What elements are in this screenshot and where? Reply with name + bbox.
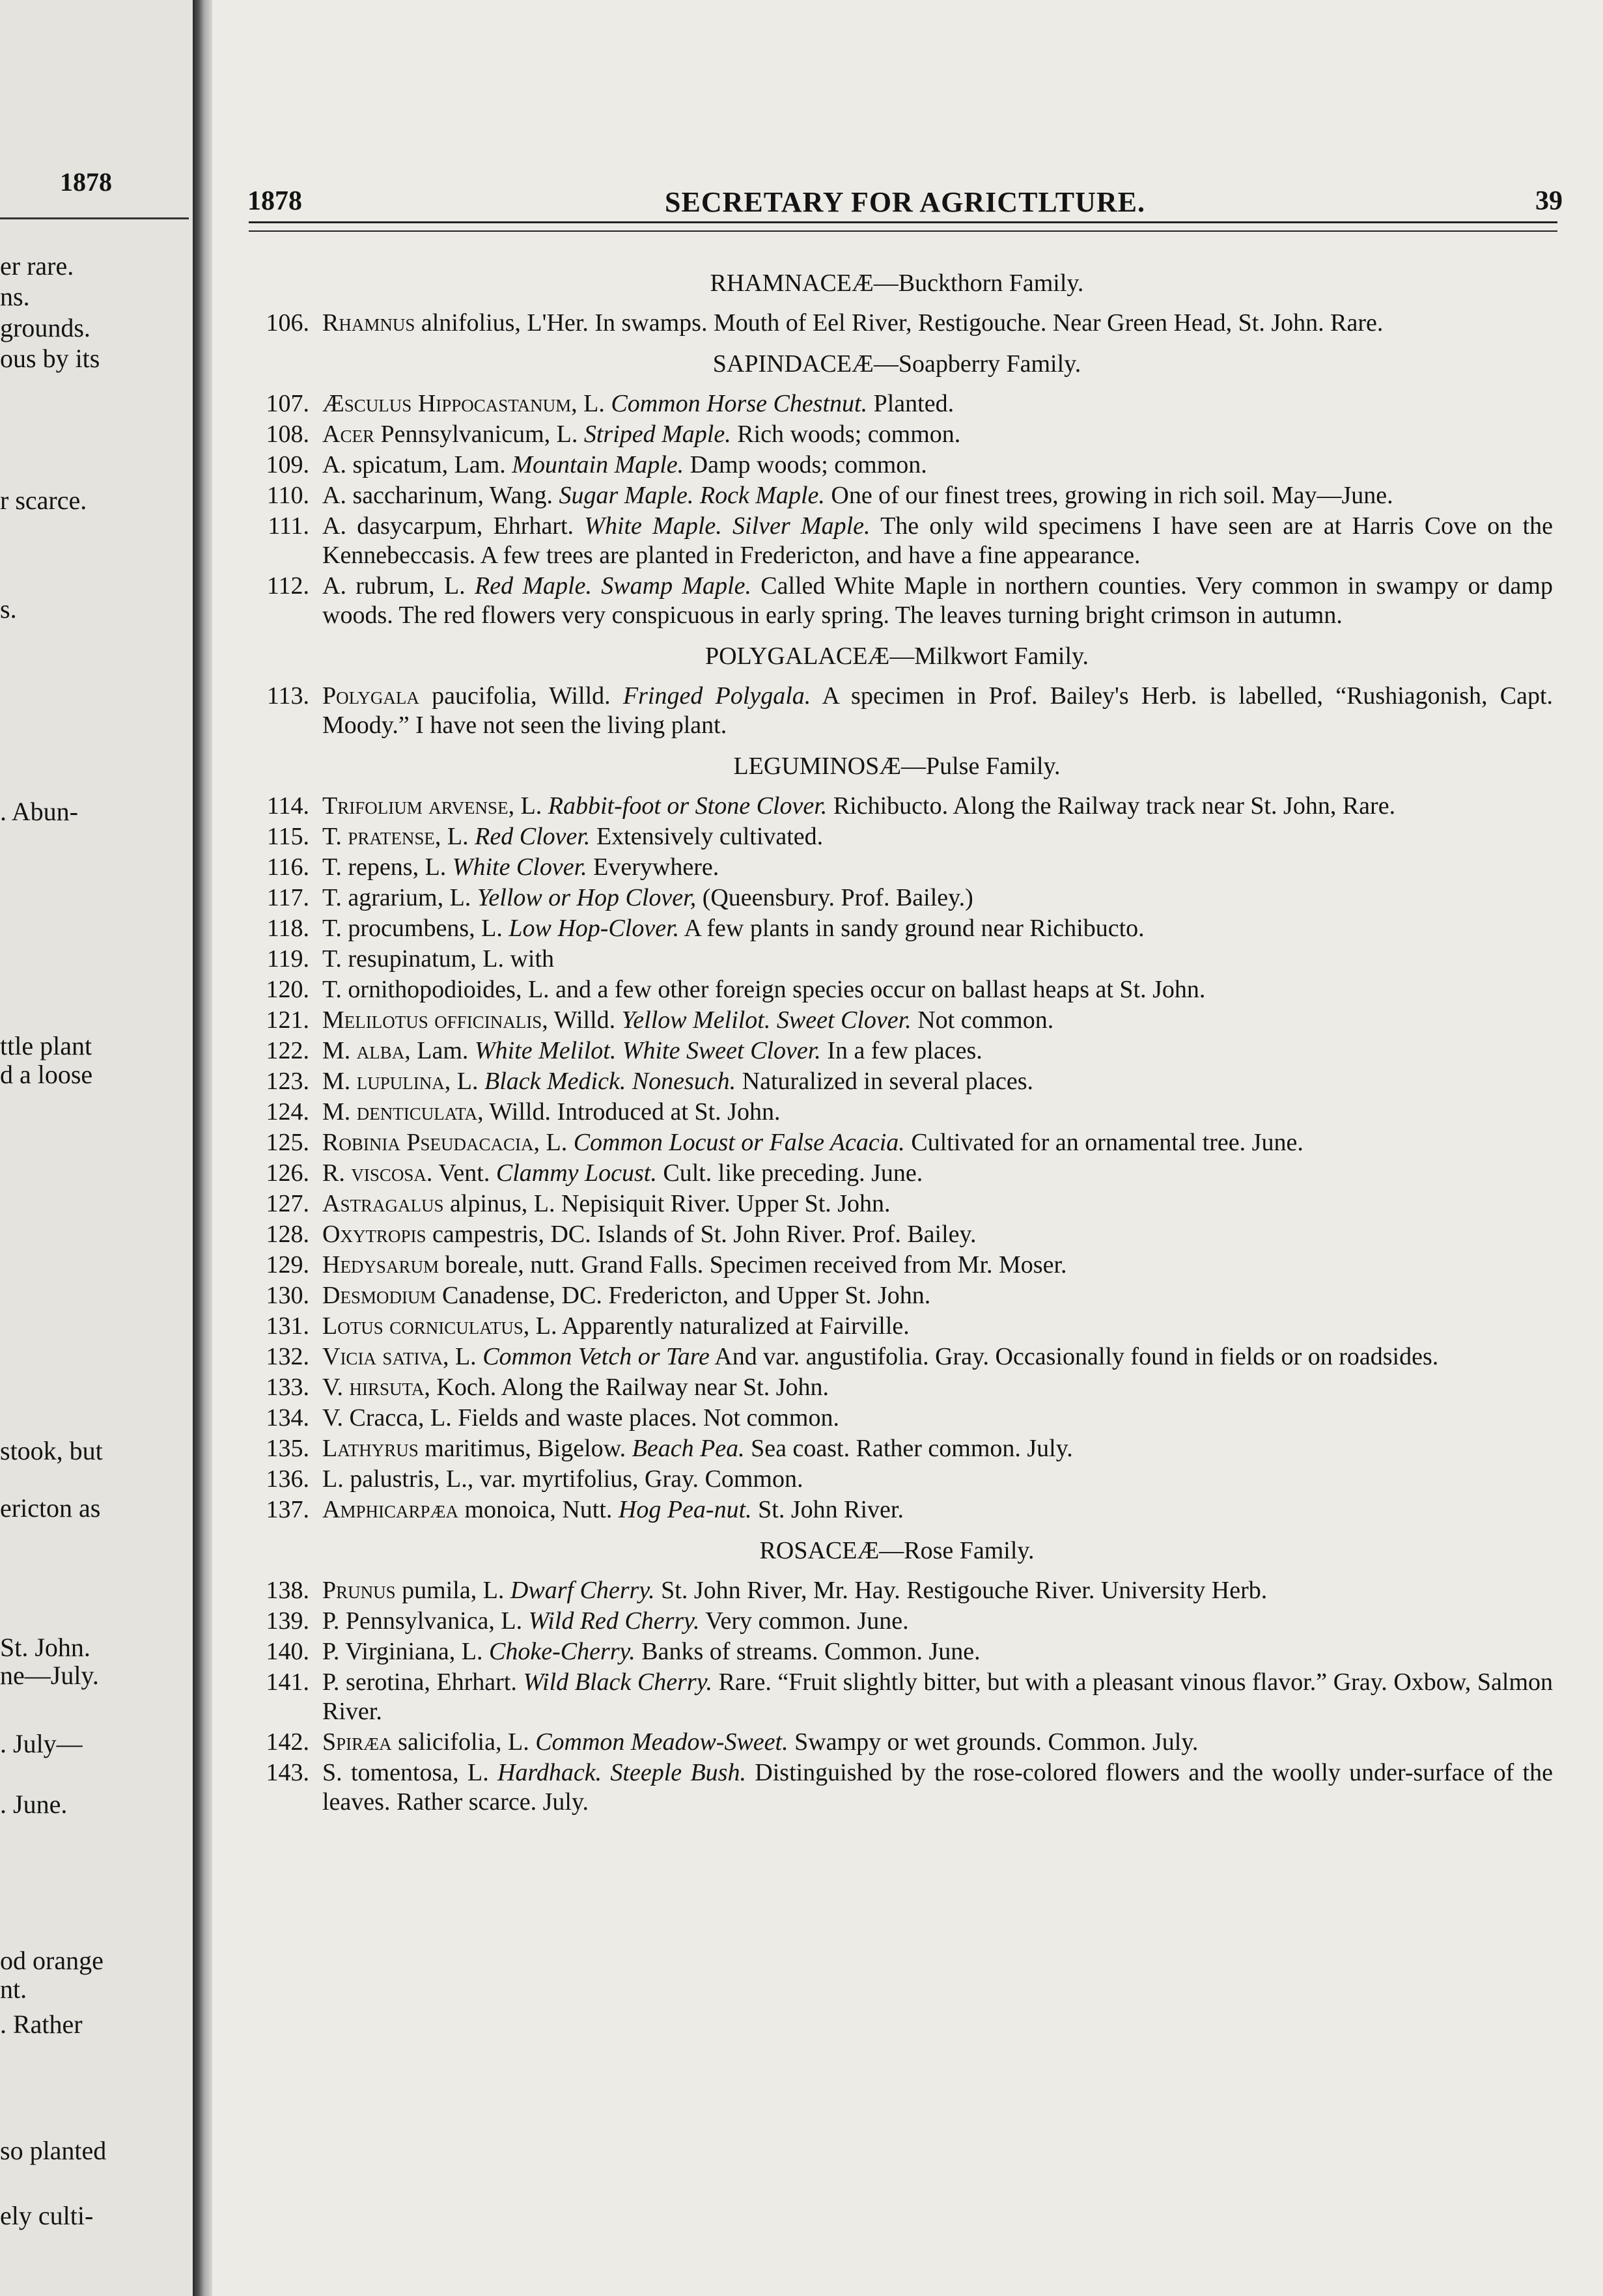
genus-name: M. alba (322, 1037, 405, 1064)
entry-number: 124. (266, 1098, 309, 1126)
common-name: Low Hop-Clover. (502, 915, 680, 942)
entry-number: 127. (266, 1190, 309, 1217)
species-name: ornithopodioides, L. (341, 976, 550, 1003)
left-page-fragment: ne—July. (0, 1661, 99, 1690)
left-page-rule (0, 217, 189, 219)
species-name: palustris, L., var. myrtifolius, Gray. (343, 1465, 699, 1493)
species-entry (241, 1067, 1553, 1096)
common-name: White Clover. (446, 853, 587, 881)
species-entry (241, 792, 1553, 821)
page-content (241, 257, 1553, 1818)
species-entry (241, 682, 1553, 740)
common-name: Wild Red Cherry. (522, 1607, 700, 1635)
entry-number: 129. (266, 1251, 309, 1279)
left-page-fragment: so planted (0, 2136, 107, 2165)
species-name: paucifolia, Willd. (419, 682, 611, 710)
species-name: , Lam. (404, 1037, 469, 1064)
entry-note: Common. (699, 1465, 803, 1493)
entry-number: 112. (266, 572, 309, 600)
entry-note: St. John River. (751, 1496, 904, 1523)
entry-number: 130. (266, 1282, 309, 1309)
entry-number: 142. (266, 1728, 309, 1756)
entry-number: 125. (266, 1129, 309, 1156)
common-name: Black Medick. Nonesuch. (478, 1068, 736, 1095)
common-name: Striped Maple. (578, 421, 731, 448)
family-heading: LEGUMINOSÆ—Pulse Family. (733, 753, 1061, 780)
genus-name: R. viscosa (322, 1159, 426, 1187)
species-name: , L. (444, 1068, 479, 1095)
common-name: Common Vetch or Tare (476, 1343, 710, 1370)
genus-name: Melilotus officinalis (322, 1006, 542, 1034)
left-page-fragment: St. John. (0, 1633, 91, 1662)
entry-note: Islands of St. John River. Prof. Bailey. (591, 1221, 977, 1248)
entry-note: A specimen in Prof. Bailey's Herb. is labelled, “Rushiagonish, Capt. Moody.” I have not seen the living plant. (322, 682, 1553, 739)
family-heading: SAPINDACEÆ—Soapberry Family. (712, 350, 1081, 378)
entry-number: 133. (266, 1374, 309, 1401)
genus-name: T. (322, 915, 342, 942)
species-entry (241, 853, 1553, 882)
genus-name: P. (322, 1638, 340, 1665)
entry-note: Richibucto. Along the Railway track near St. John, Rare. (827, 792, 1396, 820)
entry-note: Not common. (911, 1006, 1054, 1034)
species-name: , L. (508, 792, 542, 820)
left-page-fragment: stook, but (0, 1436, 103, 1465)
entry-note: Distinguished by the rose-colored flowers and the woolly under-surface of the leaves. Rather scarce. July. (322, 1759, 1553, 1816)
species-entry (241, 1576, 1553, 1605)
genus-name: T. pratense (322, 823, 435, 850)
common-name: White Melilot. White Sweet Clover. (468, 1037, 821, 1064)
species-entry (241, 420, 1553, 449)
entry-number: 128. (266, 1221, 309, 1248)
header-rule-bottom (249, 230, 1557, 232)
entry-number: 126. (266, 1159, 309, 1187)
header-rule-top (249, 221, 1557, 223)
species-name: Pennsylvanica, L. (339, 1607, 523, 1635)
entry-note: In swamps. Mouth of Eel River, Restigouche. Near Green Head, St. John. Rare. (588, 309, 1384, 337)
genus-name: Lathyrus (322, 1435, 419, 1462)
species-entry (241, 1251, 1553, 1280)
species-entry (241, 914, 1553, 943)
genus-name: A. (322, 572, 346, 600)
species-entry (241, 883, 1553, 913)
common-name: Beach Pea. (626, 1435, 745, 1462)
entry-number: 136. (266, 1465, 309, 1493)
entry-note: (Queensbury. Prof. Bailey.) (696, 884, 973, 911)
left-page-fragment: . Rather (0, 2010, 83, 2039)
species-name: monoica, Nutt. (458, 1496, 613, 1523)
species-entry (241, 1159, 1553, 1188)
left-page-fragment: ely culti- (0, 2201, 94, 2230)
entry-note: Nepisiquit River. Upper St. John. (555, 1190, 891, 1217)
common-name: Choke-Cherry. (482, 1638, 635, 1665)
left-page-fragment: grounds. (0, 313, 91, 342)
genus-name: A. (322, 451, 346, 478)
entry-note: Introduced at St. John. (550, 1098, 781, 1126)
genus-name: Trifolium arvense (322, 792, 509, 820)
left-page-fragment: od orange (0, 1946, 104, 1975)
genus-name: M. denticulata (322, 1098, 478, 1126)
genus-name: Desmodium (322, 1282, 436, 1309)
entry-number: 137. (266, 1496, 309, 1523)
header-year: 1878 (247, 186, 302, 216)
entry-note: Extensively cultivated. (590, 823, 824, 850)
species-entry (241, 1465, 1553, 1494)
left-page-fragment: r scarce. (0, 486, 87, 515)
genus-name: Prunus (322, 1577, 396, 1604)
species-name: dasycarpum, Ehrhart. (346, 512, 574, 540)
species-entry (241, 1404, 1553, 1433)
species-entry (241, 1668, 1553, 1726)
entry-number: 119. (266, 945, 309, 973)
common-name: Rabbit-foot or Stone Clover. (542, 792, 828, 820)
species-entry (241, 450, 1553, 480)
common-name: Yellow Melilot. Sweet Clover. (615, 1006, 912, 1034)
entry-note: One of our finest trees, growing in rich soil. May—June. (824, 482, 1393, 509)
left-page-fragment: . Abun- (0, 797, 78, 826)
left-page-fragment: ous by its (0, 344, 100, 373)
entry-note: Rich woods; common. (731, 421, 961, 448)
species-name: spicatum, Lam. (346, 451, 506, 478)
entry-number: 138. (266, 1577, 309, 1604)
species-entry (241, 1128, 1553, 1157)
entry-note: Fields and waste places. Not common. (451, 1404, 839, 1432)
entry-number: 108. (266, 421, 309, 448)
species-name: , Willd. (477, 1098, 551, 1126)
entry-note: Naturalized in several places. (736, 1068, 1034, 1095)
entry-note: Along the Railway near St. John. (496, 1374, 829, 1401)
genus-name: Polygala (322, 682, 419, 710)
species-entry (241, 1098, 1553, 1127)
page (215, 0, 1603, 2296)
left-page-fragment: nt. (0, 1974, 27, 2004)
entry-number: 120. (266, 976, 309, 1003)
genus-name: Spiræa (322, 1728, 392, 1756)
left-page-strip (0, 0, 195, 2296)
genus-name: Vicia sativa (322, 1343, 443, 1370)
genus-name: Amphicarpæa (322, 1496, 458, 1523)
entry-note: Planted. (867, 390, 955, 417)
species-name: alnifolius, L'Her. (415, 309, 589, 337)
species-name: alpinus, L. (443, 1190, 555, 1217)
genus-name: Lotus corniculatus (322, 1312, 523, 1340)
species-name: Virginiana, L. (339, 1638, 483, 1665)
left-page-fragment: ns. (0, 282, 30, 311)
genus-name: T. (322, 884, 342, 911)
header-title: SECRETARY FOR AGRICTLTURE. (665, 186, 1145, 218)
entry-number: 116. (266, 853, 309, 881)
species-entry (241, 512, 1553, 570)
species-entry (241, 975, 1553, 1004)
species-name: rubrum, L. (346, 572, 466, 600)
entry-note: Apparently naturalized at Fairville. (557, 1312, 910, 1340)
species-entry (241, 481, 1553, 510)
genus-name: V. hirsuta (322, 1374, 425, 1401)
entry-number: 121. (266, 1006, 309, 1034)
species-name: . Vent. (426, 1159, 490, 1187)
genus-name: Hedysarum (322, 1251, 439, 1279)
species-name: pumila, L. (395, 1577, 505, 1604)
family-heading: RHAMNACEÆ—Buckthorn Family. (710, 270, 1084, 297)
genus-name: P. (322, 1607, 340, 1635)
species-entry (241, 1036, 1553, 1066)
species-name: campestris, DC. (426, 1221, 591, 1248)
entry-note: In a few places. (820, 1037, 983, 1064)
genus-name: M. lupulina (322, 1068, 445, 1095)
genus-name: S. (322, 1759, 342, 1786)
species-entry (241, 1220, 1553, 1249)
entry-number: 115. (266, 823, 309, 850)
left-page-fragment: ericton as (0, 1493, 101, 1523)
common-name: Red Clover. (468, 823, 591, 850)
entry-note: Cult. like preceding. June. (656, 1159, 923, 1187)
species-name: saccharinum, Wang. (346, 482, 553, 509)
species-name: Cracca, L. (343, 1404, 452, 1432)
genus-name: L. (322, 1465, 344, 1493)
species-name: Canadense, DC. (436, 1282, 602, 1309)
species-entry (241, 1342, 1553, 1372)
book-gutter (193, 0, 212, 2296)
entry-number: 131. (266, 1312, 309, 1340)
genus-name: T. (322, 976, 342, 1003)
common-name: Wild Black Cherry. (516, 1668, 712, 1696)
entry-number: 118. (266, 915, 309, 942)
entry-note: Swampy or wet grounds. Common. July. (788, 1728, 1199, 1756)
entry-note: Banks of streams. Common. June. (635, 1638, 981, 1665)
species-entry (241, 1281, 1553, 1310)
species-entry (241, 572, 1553, 630)
entry-number: 135. (266, 1435, 309, 1462)
genus-name: Rhamnus (322, 309, 415, 337)
entry-number: 107. (266, 390, 309, 417)
left-page-fragment: s. (0, 594, 17, 624)
genus-name: Æsculus Hippocastanum (322, 390, 572, 417)
entry-note: Very common. June. (699, 1607, 909, 1635)
entry-number: 139. (266, 1607, 309, 1635)
species-entry (241, 1006, 1553, 1035)
genus-name: V. (322, 1404, 344, 1432)
genus-name: Robinia Pseudacacia (322, 1129, 534, 1156)
common-name: Common Meadow-Sweet. (529, 1728, 788, 1756)
species-entry (241, 1758, 1553, 1817)
species-entry (241, 389, 1553, 419)
species-entry (241, 309, 1553, 338)
entry-number: 114. (266, 792, 309, 820)
entry-note: Grand Falls. Specimen received from Mr. Moser. (574, 1251, 1067, 1279)
species-entry (241, 822, 1553, 851)
left-page-fragment: ttle plant (0, 1031, 92, 1060)
entry-note: Everywhere. (587, 853, 719, 881)
entry-number: 113. (266, 682, 309, 710)
species-name: , L. (442, 1343, 477, 1370)
species-name: procumbens, L. (341, 915, 503, 942)
entry-note: A few plants in sandy ground near Richibucto. (679, 915, 1145, 942)
page-header (247, 186, 1563, 225)
common-name: White Maple. Silver Maple. (574, 512, 871, 540)
genus-name: Acer (322, 421, 374, 448)
left-page-fragment: . June. (0, 1790, 68, 1819)
common-name: Common Locust or False Acacia. (567, 1129, 905, 1156)
entry-note: Damp woods; common. (684, 451, 927, 478)
left-page-fragment: d a loose (0, 1060, 93, 1089)
entry-note: Fredericton, and Upper St. John. (602, 1282, 931, 1309)
entry-number: 141. (266, 1668, 309, 1696)
species-entry (241, 1637, 1553, 1667)
entry-note: Cultivated for an ornamental tree. June. (904, 1129, 1303, 1156)
species-name: salicifolia, L. (391, 1728, 529, 1756)
entry-number: 109. (266, 451, 309, 478)
genus-name: T. (322, 945, 342, 973)
common-name: Hog Pea-nut. (612, 1496, 752, 1523)
family-heading: ROSACEÆ—Rose Family. (759, 1537, 1035, 1564)
entry-number: 140. (266, 1638, 309, 1665)
species-name: resupinatum, L. (341, 945, 504, 973)
family-heading: POLYGALACEÆ—Milkwort Family. (704, 643, 1089, 670)
species-name: , L. (434, 823, 469, 850)
entry-number: 143. (266, 1759, 309, 1786)
left-page-year: 1878 (60, 167, 112, 197)
species-name: , L. (533, 1129, 568, 1156)
entry-note: Sea coast. Rather common. July. (744, 1435, 1073, 1462)
entry-number: 122. (266, 1037, 309, 1064)
common-name: Mountain Maple. (505, 451, 684, 478)
species-entry (241, 945, 1553, 974)
common-name: Hardhack. Steeple Bush. (488, 1759, 746, 1786)
species-name: repens, L. (341, 853, 447, 881)
page-number: 39 (1535, 186, 1563, 216)
genus-name: A. (322, 482, 346, 509)
genus-name: A. (322, 512, 346, 540)
entry-note: The only wild specimens I have seen are at Harris Cove on the Kennebeccasis. A few trees are planted in Fredericton, and have a fine appearance. (322, 512, 1553, 569)
entry-note: and a few other foreign species occur on ballast heaps at St. John. (549, 976, 1206, 1003)
species-name: tomentosa, L. (342, 1759, 489, 1786)
common-name: Common Horse Chestnut. (604, 390, 868, 417)
entry-number: 132. (266, 1343, 309, 1370)
common-name: Red Maple. Swamp Maple. (465, 572, 751, 600)
species-name: , L. (571, 390, 605, 417)
genus-name: T. (322, 853, 342, 881)
entry-number: 110. (266, 482, 309, 509)
common-name: Fringed Polygala. (610, 682, 811, 710)
species-name: , Koch. (424, 1374, 497, 1401)
genus-name: Oxytropis (322, 1221, 426, 1248)
species-name: , L. (523, 1312, 557, 1340)
common-name: Yellow or Hop Clover, (471, 884, 697, 911)
species-name: maritimus, Bigelow. (418, 1435, 626, 1462)
common-name: Dwarf Cherry. (504, 1577, 655, 1604)
species-name: serotina, Ehrhart. (339, 1668, 517, 1696)
entry-note: Rare. “Fruit slightly bitter, but with a pleasant vinous flavor.” Gray. Oxbow, Salmon River. (322, 1668, 1553, 1725)
left-page-fragment: . July— (0, 1729, 83, 1758)
entry-note: St. John River, Mr. Hay. Restigouche River. University Herb. (654, 1577, 1268, 1604)
species-entry (241, 1373, 1553, 1402)
species-entry (241, 1495, 1553, 1525)
genus-name: Astragalus (322, 1190, 444, 1217)
species-name: , Willd. (542, 1006, 616, 1034)
species-entry (241, 1434, 1553, 1463)
entry-number: 117. (266, 884, 309, 911)
species-name: Pennsylvanicum, L. (374, 421, 578, 448)
species-entry (241, 1607, 1553, 1636)
species-entry (241, 1312, 1553, 1341)
left-page-fragment: er rare. (0, 251, 74, 281)
genus-name: P. (322, 1668, 340, 1696)
entry-number: 134. (266, 1404, 309, 1432)
entry-number: 106. (266, 309, 309, 337)
common-name: Clammy Locust. (490, 1159, 657, 1187)
entry-note: with (503, 945, 555, 973)
entry-number: 111. (268, 512, 309, 540)
species-entry (241, 1728, 1553, 1757)
species-entry (241, 1189, 1553, 1219)
entry-note: Called White Maple in northern counties. Very common in swampy or damp woods. The red flowers very conspicuous in early spring. The leaves turning bright crimson in autumn. (322, 572, 1553, 629)
entry-note: And var. angustifolia. Gray. Occasionally found in fields or on roadsides. (709, 1343, 1439, 1370)
common-name: Sugar Maple. Rock Maple. (552, 482, 825, 509)
entry-number: 123. (266, 1068, 309, 1095)
species-name: agrarium, L. (341, 884, 471, 911)
species-name: boreale, nutt. (438, 1251, 575, 1279)
